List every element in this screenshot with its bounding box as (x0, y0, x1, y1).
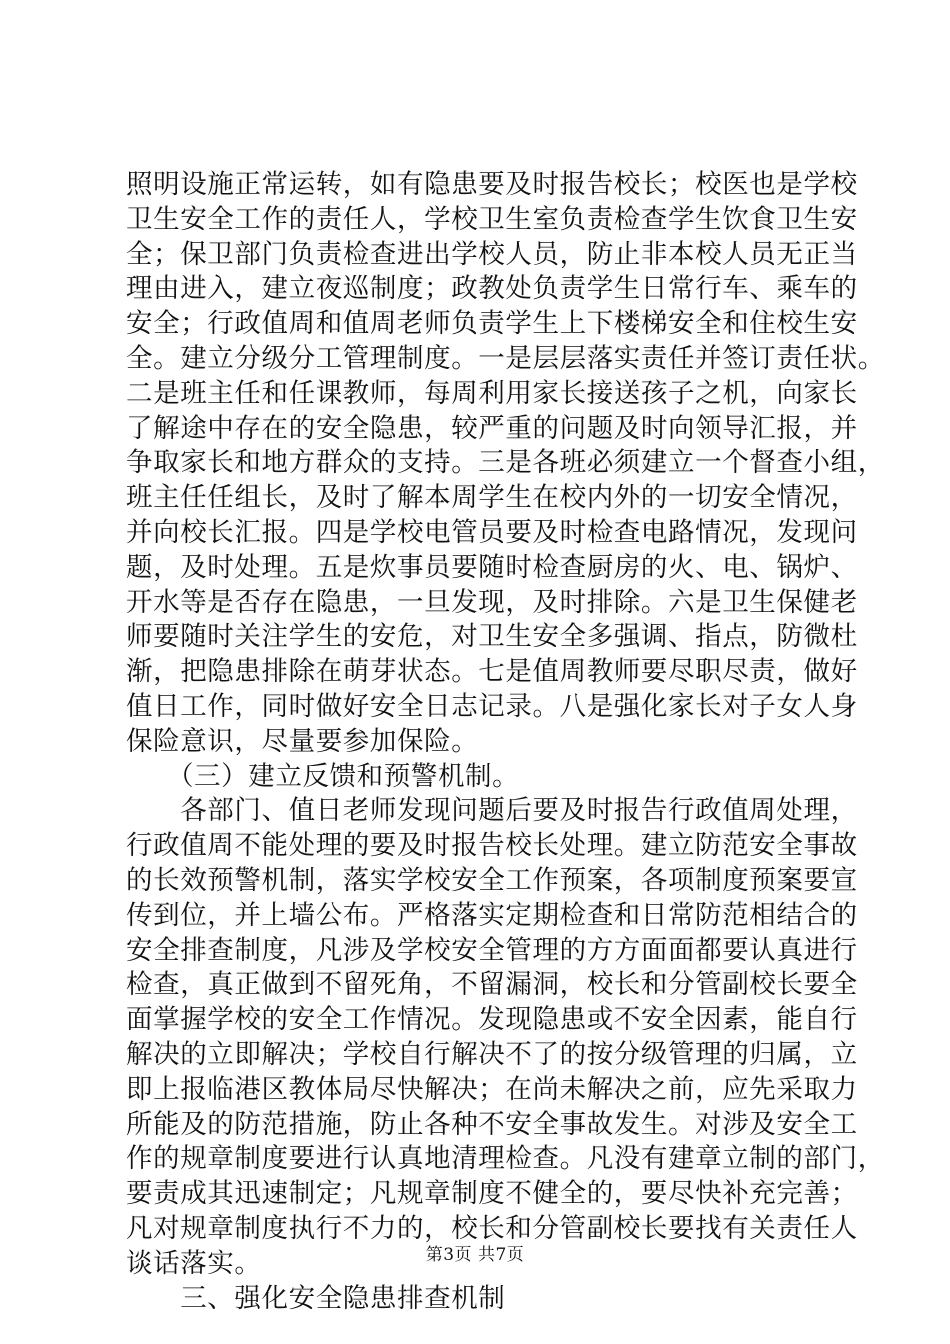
text-line: 卫生安全工作的责任人，学校卫生室负责检查学生饮食卫生安 (126, 203, 858, 235)
text-line: 照明设施正常运转，如有隐患要及时报告校长；校医也是学校 (126, 169, 858, 200)
page-number-label: 第3页 共7页 (425, 1245, 525, 1265)
text-line: 班主任任组长，及时了解本周学生在校内外的一切安全情况， (126, 482, 858, 514)
text-line: 面掌握学校的安全工作情况。发现隐患或不安全因素，能自行 (126, 1004, 858, 1036)
section-heading-3: （三）建立反馈和预警机制。 (126, 760, 520, 792)
page-footer (0, 1243, 950, 1267)
text-line: 各部门、值日老师发现问题后要及时报告行政值周处理， (126, 795, 858, 827)
text-line: 解决的立即解决；学校自行解决不了的按分级管理的归属，立 (126, 1038, 858, 1070)
text-line: 全；保卫部门负责检查进出学校人员，防止非本校人员无正当 (126, 238, 858, 270)
text-line: 凡对规章制度执行不力的，校长和分管副校长要找有关责任人 (126, 1212, 858, 1244)
text-line: 的长效预警机制，落实学校安全工作预案，各项制度预案要宣 (126, 864, 858, 896)
text-line: 所能及的防范措施，防止各种不安全事故发生。对涉及安全工 (126, 1108, 858, 1140)
text-line: 安全排查制度，凡涉及学校安全管理的方方面面都要认真进行 (126, 934, 858, 966)
text-line: 理由进入，建立夜巡制度；政教处负责学生日常行车、乘车的 (126, 273, 858, 305)
text-line: 即上报临港区教体局尽快解决；在尚未解决之前，应先采取力 (126, 1073, 858, 1105)
text-line: 题，及时处理。五是炊事员要随时检查厨房的火、电、锅炉、 (126, 551, 858, 583)
text-line: 作的规章制度要进行认真地清理检查。凡没有建章立制的部门， (126, 1143, 885, 1175)
text-line: 传到位，并上墙公布。严格落实定期检查和日常防范相结合的 (126, 899, 858, 931)
text-line: 值日工作，同时做好安全日志记录。八是强化家长对子女人身 (126, 690, 858, 722)
text-line: 二是班主任和任课教师，每周利用家长接送孩子之机，向家长 (126, 377, 858, 409)
text-line: 安全；行政值周和值周老师负责学生上下楼梯安全和住校生安 (126, 308, 858, 340)
text-line: 检查，真正做到不留死角，不留漏洞，校长和分管副校长要全 (126, 969, 858, 1001)
text-line: 行政值周不能处理的要及时报告校长处理。建立防范安全事故 (126, 830, 858, 862)
document-body (126, 168, 885, 1316)
text-line: 并向校长汇报。四是学校电管员要及时检查电路情况，发现问 (126, 516, 858, 548)
section-heading-three: 三、强化安全隐患排查机制 (126, 1282, 506, 1314)
text-line: 谈话落实。 (126, 1247, 262, 1279)
text-line: 了解途中存在的安全隐患，较严重的问题及时向领导汇报，并 (126, 412, 858, 444)
text-line: 师要随时关注学生的安危，对卫生安全多强调、指点，防微杜 (126, 621, 858, 653)
text-line: 保险意识，尽量要参加保险。 (126, 725, 479, 757)
text-line: 全。建立分级分工管理制度。一是层层落实责任并签订责任状。 (126, 342, 885, 374)
text-line: 争取家长和地方群众的支持。三是各班必须建立一个督查小组， (126, 447, 885, 479)
text-line: 开水等是否存在隐患，一旦发现，及时排除。六是卫生保健老 (126, 586, 858, 618)
text-line: 要责成其迅速制定；凡规章制度不健全的，要尽快补充完善； (126, 1178, 858, 1210)
text-line: 渐，把隐患排除在萌芽状态。七是值周教师要尽职尽责，做好 (126, 656, 858, 688)
